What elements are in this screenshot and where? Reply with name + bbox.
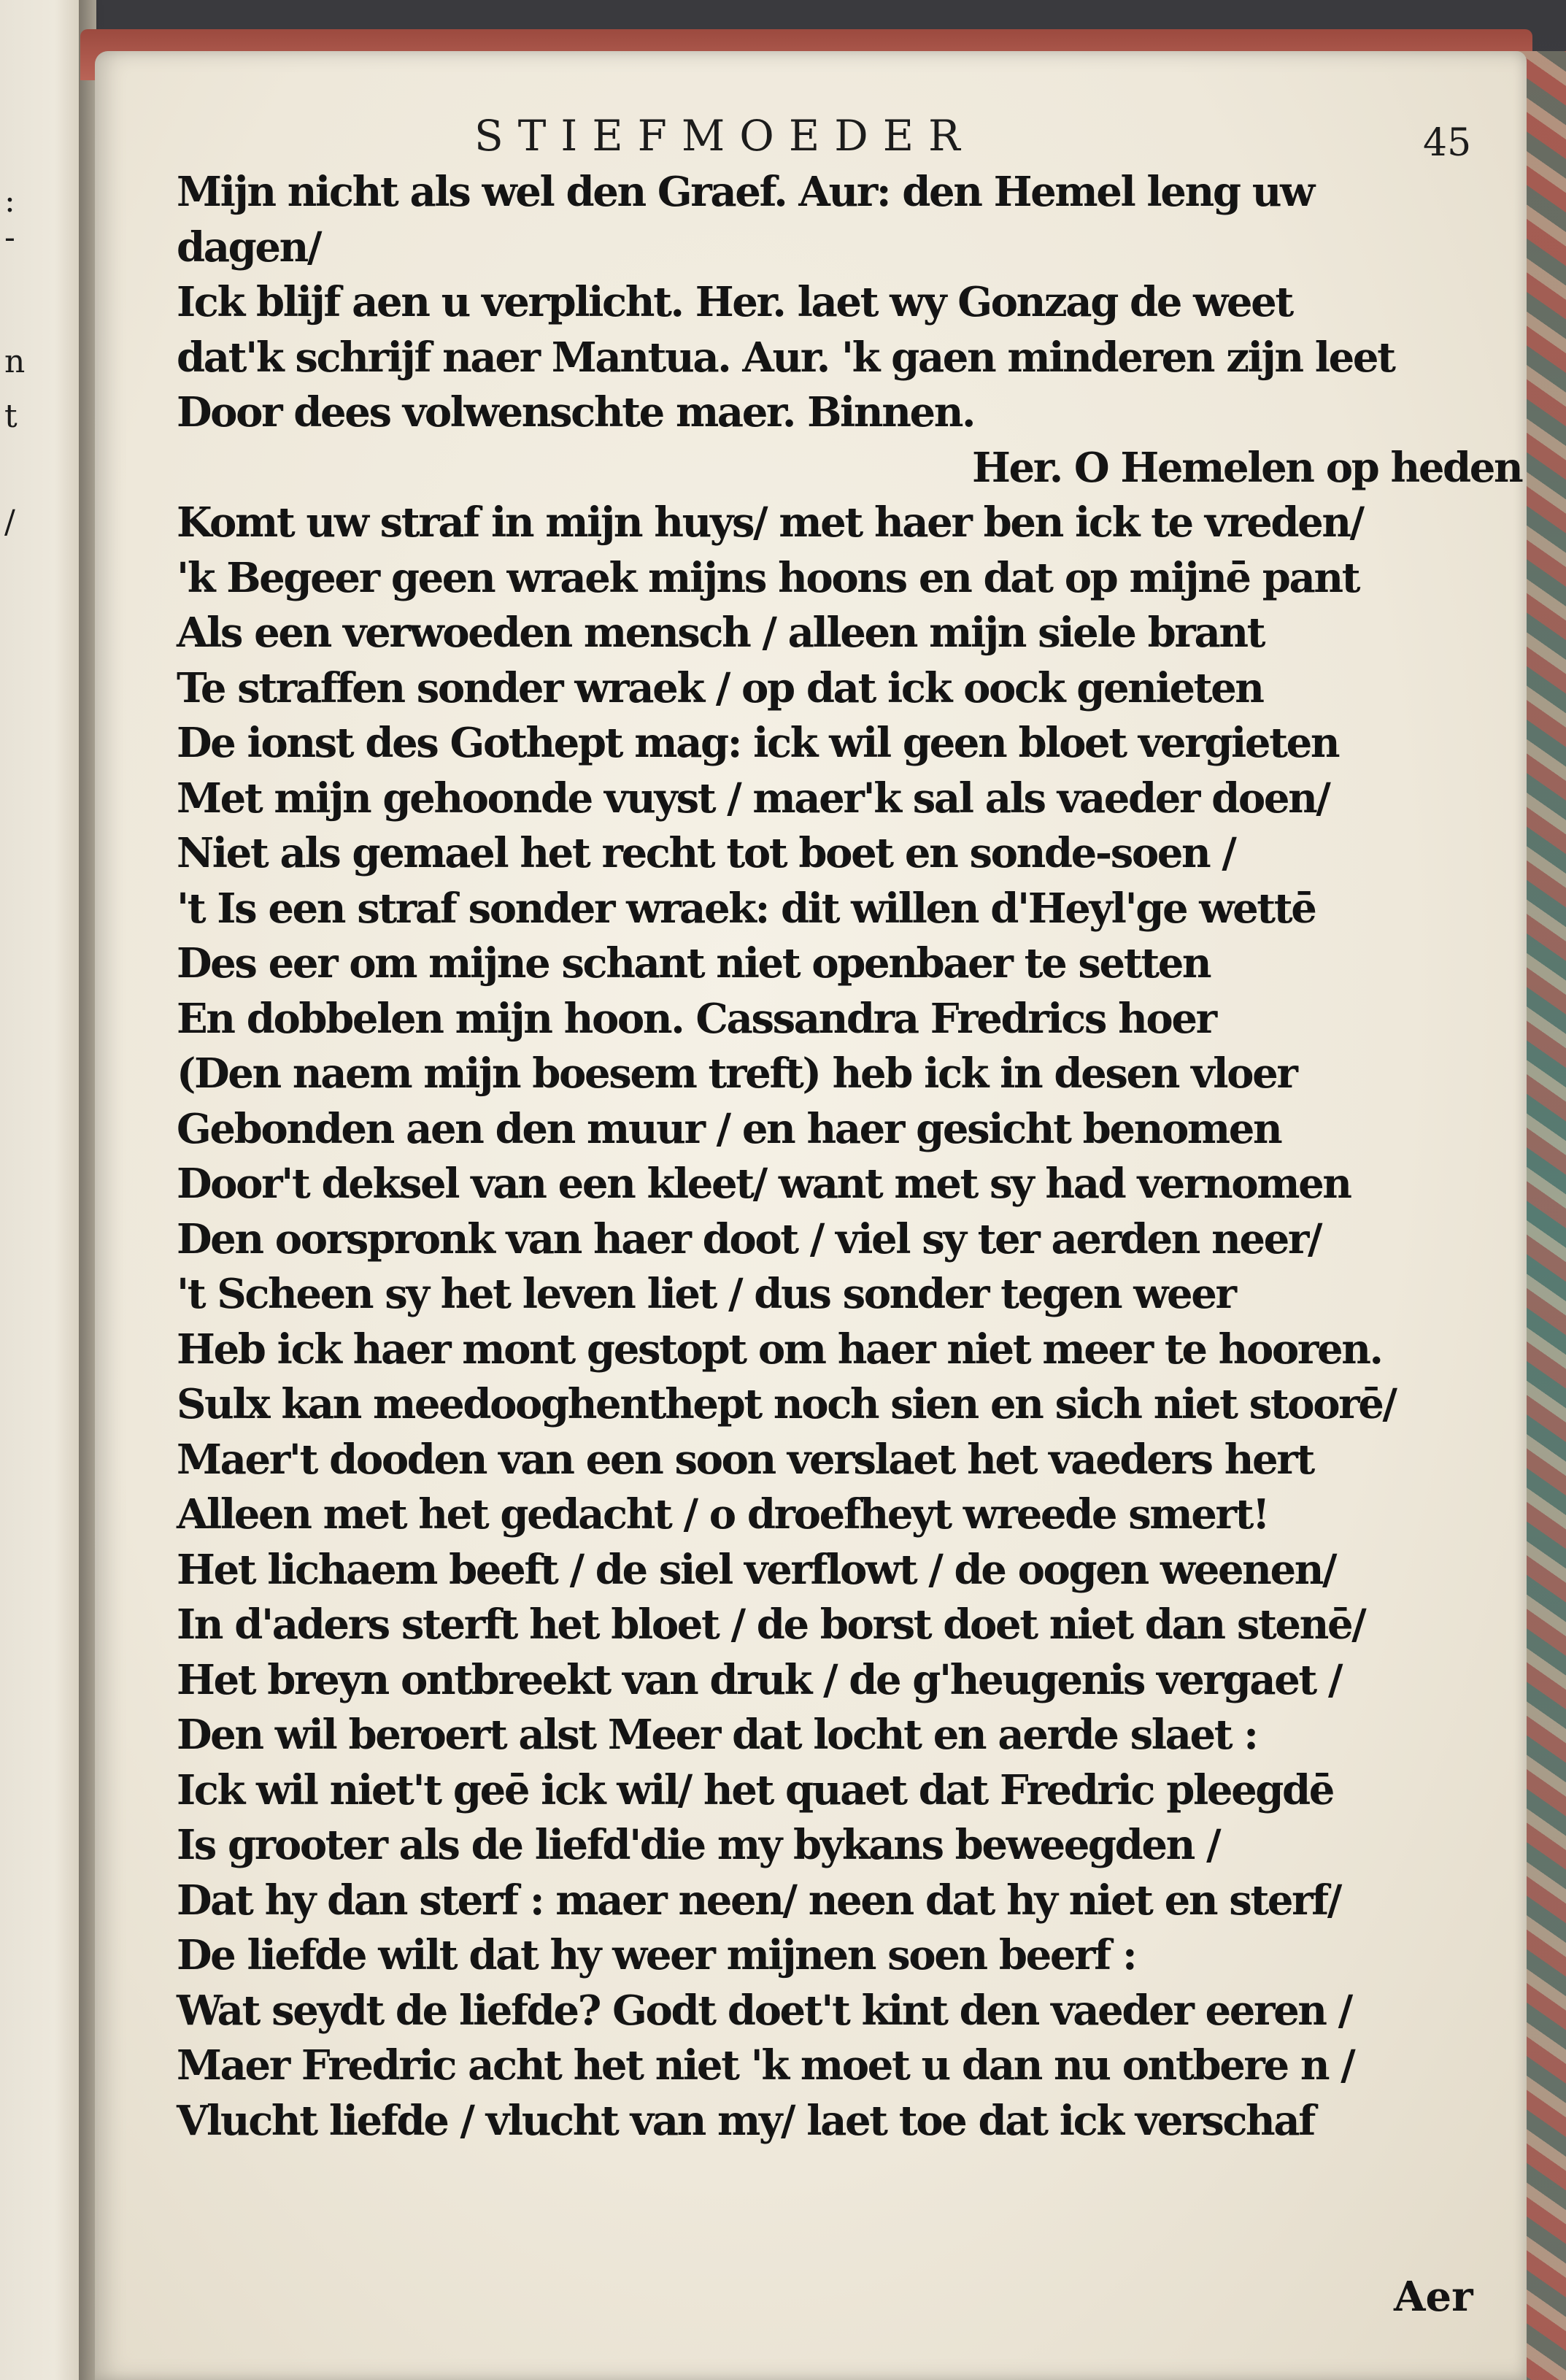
verse-line: Met mijn gehoonde vuyst / maer'k sal als vaeder doen/ xyxy=(177,774,1330,823)
verse-line: Vlucht liefde / vlucht van my/ laet toe dat ick verschaf xyxy=(177,2096,1314,2145)
verse-line: 't Scheen sy het leven liet / dus sonder tegen weer xyxy=(177,1270,1235,1318)
verse-line: Wat seydt de liefde? Godt doet't kint den vaeder eeren / xyxy=(177,1986,1351,2035)
page-number: 45 xyxy=(1423,121,1472,165)
verse-line: Komt uw straf in mijn huys/ met haer ben ick te vreden/ xyxy=(177,498,1363,547)
verse-line: 'k Begeer geen wraek mijns hoons en dat op mijnē pant xyxy=(177,553,1359,602)
left-page-fragment: t xyxy=(4,398,18,435)
verse-text-block xyxy=(177,165,1522,2149)
verse-line: dagen/ xyxy=(177,223,320,271)
left-page-fragment: n xyxy=(4,343,26,380)
book-page xyxy=(95,51,1527,2380)
verse-line: Maer Fredric acht het niet 'k moet u dan nu ontbere n / xyxy=(177,2041,1354,2090)
left-page-fragment: : xyxy=(4,182,15,220)
verse-line: Niet als gemael het recht tot boet en sonde-soen / xyxy=(177,829,1235,877)
verse-line: En dobbelen mijn hoon. Cassandra Fredrics hoer xyxy=(177,994,1216,1043)
left-page-edge xyxy=(0,0,83,2380)
verse-line: In d'aders sterft het bloet / de borst doet niet dan stenē/ xyxy=(177,1601,1365,1649)
verse-line: Het lichaem beeft / de siel verflowt / de oogen weenen/ xyxy=(177,1545,1336,1594)
verse-line: Sulx kan meedooghenthept noch sien en sich niet stoorē/ xyxy=(177,1380,1396,1428)
verse-line: Heb ick haer mont gestopt om haer niet meer te hooren. xyxy=(177,1325,1382,1374)
verse-line: Ick blijf aen u verplicht. Her. laet wy Gonzag de weet xyxy=(177,278,1292,326)
verse-line: Alleen met het gedacht / o droefheyt wreede smert! xyxy=(177,1490,1269,1538)
verse-line: Als een verwoeden mensch / alleen mijn siele brant xyxy=(177,609,1265,657)
verse-line: (Den naem mijn boesem treft) heb ick in desen vloer xyxy=(177,1050,1297,1098)
verse-line: De liefde wilt dat hy weer mijnen soen beerf : xyxy=(177,1931,1136,1979)
verse-line: De ionst des Gothept mag: ick wil geen bloet vergieten xyxy=(177,719,1339,767)
verse-line: Des eer om mijne schant niet openbaer te setten xyxy=(177,939,1211,987)
verse-line: Gebonden aen den muur / en haer gesicht benomen xyxy=(177,1104,1281,1153)
verse-line: Den oorspronk van haer doot / viel sy ter aerden neer/ xyxy=(177,1214,1322,1263)
left-page-fragment: / xyxy=(4,504,15,541)
running-title: STIEFMOEDER xyxy=(474,111,975,161)
verse-line: Ick wil niet't geē ick wil/ het quaet dat Fredric pleegdē xyxy=(177,1765,1334,1814)
verse-line: Mijn nicht als wel den Graef. Aur: den Hemel leng uw xyxy=(177,168,1314,216)
verse-line: Is grooter als de liefd'die my bykans beweegden / xyxy=(177,1821,1220,1869)
verse-line: Door't deksel van een kleet/ want met sy had vernomen xyxy=(177,1160,1351,1208)
verse-line: Door dees volwenschte maer. Binnen. xyxy=(177,388,975,436)
verse-line: Maer't dooden van een soon verslaet het vaeders hert xyxy=(177,1435,1314,1484)
verse-line: Den wil beroert alst Meer dat locht en aerde slaet : xyxy=(177,1711,1257,1759)
verse-line: dat'k schrijf naer Mantua. Aur. 'k gaen minderen zijn leet xyxy=(177,333,1395,382)
left-page-fragment: - xyxy=(4,219,15,256)
verse-line: Dat hy dan sterf : maer neen/ neen dat hy niet en sterf/ xyxy=(177,1876,1341,1925)
catchword: Aer xyxy=(1394,2273,1473,2321)
book-gutter xyxy=(79,0,96,2380)
verse-line: Te straffen sonder wraek / op dat ick oock genieten xyxy=(177,663,1263,712)
verse-line: 't Is een straf sonder wraek: dit willen d'Heyl'ge wettē xyxy=(177,884,1316,933)
verse-line: Het breyn ontbreekt van druk / de g'heugenis vergaet / xyxy=(177,1655,1342,1704)
verse-line-speaker: Her. O Hemelen op heden xyxy=(972,443,1522,492)
